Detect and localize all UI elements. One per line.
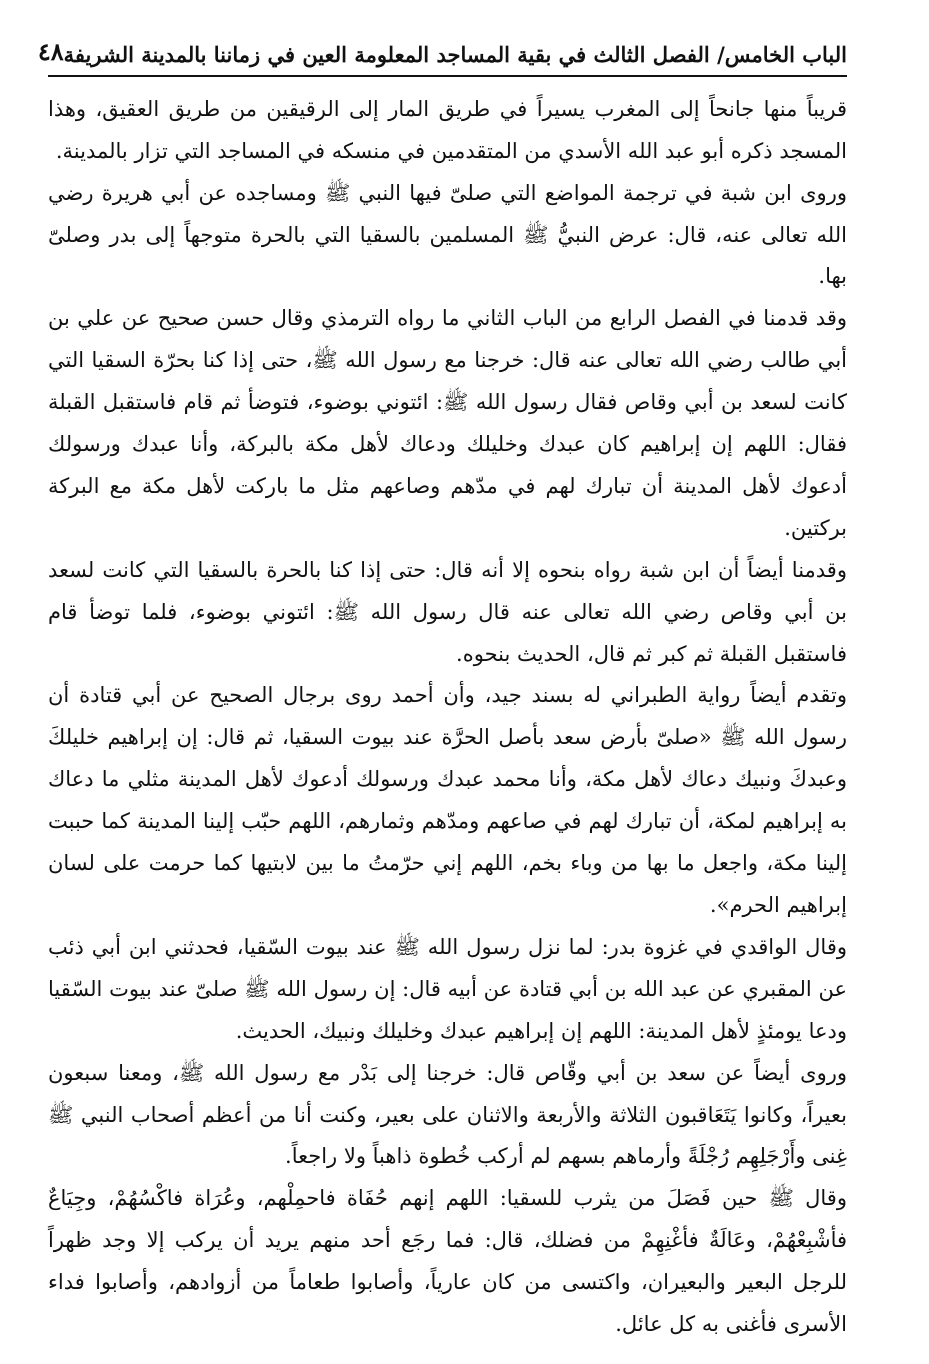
- paragraph: قريباً منها جانحاً إلى المغرب يسيراً في طريق المار إلى الرقيقين من طريق العقيق، وهذا المسجد ذكره أبو عبد الله الأسدي من المتقدمين في منسكه في المساجد التي تزار بالمدينة.: [48, 96, 847, 163]
- page-number: ٤٨: [37, 37, 64, 66]
- paragraph: وروى أيضاً عن سعد بن أبي وقّاص قال: خرجنا إلى بَدْر مع رسول الله ﷺ، ومعنا سبعون بعيراً، وكانوا يَتَعَاقبون الثلاثة والأربعة والاثنان على بعير، وكنت أنا من أعظم أصحاب النبي ﷺ غِنى وأَرْجَلِهِم رُجْلَةً وأرماهم بسهم لم أركب خُطوة ذاهباً ولا راجعاً.: [48, 1060, 847, 1169]
- page-header: [37, 37, 847, 77]
- page-body: [48, 89, 847, 1346]
- paragraph: وقال الواقدي في غزوة بدر: لما نزل رسول الله ﷺ عند بيوت السّقيا، فحدثني ابن أبي ذئب عن المقبري عن عبد الله بن أبي قتادة عن أبيه قال: إن رسول الله ﷺ صلىّ عند بيوت السّقيا ودعا يومئذٍ لأهل المدينة: اللهم إن إبراهيم عبدك وخليلك ونبيك، الحديث.: [48, 934, 847, 1043]
- paragraph: وروى ابن شبة في ترجمة المواضع التي صلىّ فيها النبي ﷺ ومساجده عن أبي هريرة رضي الله تعالى عنه، قال: عرض النبيُّ ﷺ المسلمين بالسقيا التي بالحرة متوجهاً إلى بدر وصلىّ بها.: [48, 180, 847, 289]
- paragraph: وتقدم أيضاً رواية الطبراني له بسند جيد، وأن أحمد روى برجال الصحيح عن أبي قتادة أن رسول الله ﷺ «صلىّ بأرض سعد بأصل الحرَّة عند بيوت السقيا، ثم قال: إن إبراهيم خليلكَ وعبدكَ ونبيك دعاك لأهل مكة، وأنا محمد عبدك ورسولك أدعوك لأهل المدينة مثلي ما دعاك به إبراهيم لمكة، أن تبارك لهم في صاعهم ومدّهم وثمارهم، اللهم حبّب إلينا المدينة كما حببت إلينا مكة، واجعل ما بها من وباء بخم، اللهم إني حرّمتُ ما بين لابتيها كما حرمت على لسان إبراهيم الحرم».: [48, 683, 847, 918]
- paragraph: وقد قدمنا في الفصل الرابع من الباب الثاني ما رواه الترمذي وقال حسن صحيح عن علي بن أبي طالب رضي الله تعالى عنه قال: خرجنا مع رسول الله ﷺ، حتى إذا كنا بحرّة السقيا التي كانت لسعد بن أبي وقاص فقال رسول الله ﷺ: ائتوني بوضوء، فتوضأ ثم قام فاستقبل القبلة فقال: اللهم إن إبراهيم كان عبدك وخليلك ودعاك لأهل مكة بالبركة، وأنا عبدك ورسولك أدعوك لأهل المدينة أن تبارك لهم في مدّهم وصاعهم مثل ما باركت لأهل مكة مع البركة بركتين.: [48, 306, 847, 540]
- paragraph: وقال ﷺ حين فَصَلَ من يثرب للسقيا: اللهم إنهم حُفَاة فاحمِلْهم، وعُرَاة فاكْسُهُمْ، وجِيَاعٌ فأشْبِعْهُمْ، وعَالَةٌ فأغْنِهِمْ من فضلك، قال: فما رجَع أحد منهم يريد أن يركب إلا وجد ظهراً للرجل البعير والبعيران، واكتسى من كان عارياً، وأصابوا طعاماً من أزوادهم، وأصابوا فداء الأسرى فأغنى به كل عائل.: [48, 1186, 847, 1337]
- running-title: الباب الخامس/ الفصل الثالث في بقية المساجد المعلومة العين في زماننا بالمدينة الشريفة: [63, 41, 847, 67]
- paragraph: وقدمنا أيضاً أن ابن شبة رواه بنحوه إلا أنه قال: حتى إذا كنا بالحرة بالسقيا التي كانت لسعد بن أبي وقاص رضي الله تعالى عنه قال رسول الله ﷺ: ائتوني بوضوء، فلما توضأ قام فاستقبل القبلة ثم كبر ثم قال، الحديث بنحوه.: [48, 557, 847, 666]
